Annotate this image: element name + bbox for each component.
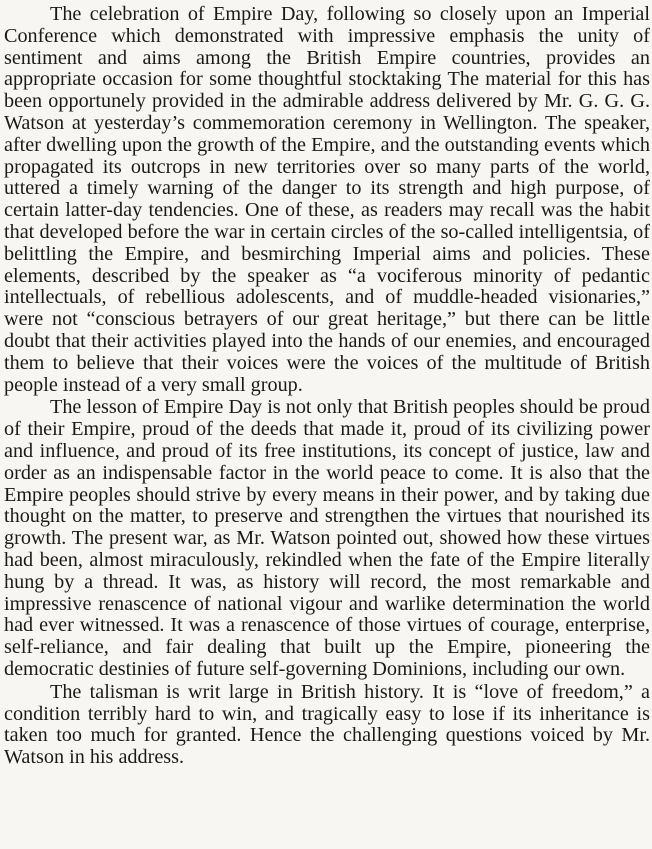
newspaper-column xyxy=(4,4,650,847)
paragraph-empire-day-intro: The celebration of Empire Day, following so closely upon an Imperial Conference which demonstrated with impressive emphasis the unity of sentiment and aims among the British Empire countries, provides an appropriate occasion for some thoughtful stocktaking The material for this has been opportunely provided in the admirable address delivered by Mr. G. G. G. Watson at yesterday’s commemoration ceremony in Wellington. The speaker, after dwelling upon the growth of the Empire, and the outstanding events which propagated its outcrops in new territories over so many parts of the world, uttered a timely warning of the danger to its strength and high purpose, of certain latter-day tendencies. One of these, as readers may recall was the habit that developed before the war in certain circles of the so-called intelligentsia, of belittling the Empire, and besmirching Imperial aims and policies. These elements, described by the speaker as “a vociferous minority of pedantic intellectuals, of rebellious adolescents, and of muddle-headed visionaries,” were not “conscious betrayers of our great heritage,” but there can be little doubt that their activities played into the hands of our enemies, and encouraged them to believe that their voices were the voices of the multitude of British people instead of a very small group. xyxy=(4,3,650,396)
paragraph-lesson-of-empire-day: The lesson of Empire Day is not only that British peoples should be proud of their Empire, proud of the deeds that made it, proud of its civilizing power and influence, and proud of its free institutions, its concept of justice, law and order as an indispensable factor in the world peace to come. It is also that the Empire peoples should strive by every means in their power, and by taking due thought on the matter, to preserve and strengthen the virtues that nourished its growth. The present war, as Mr. Watson pointed out, showed how these virtues had been, almost miraculously, rekindled when the fate of the Empire literally hung by a thread. It was, as history will record, the most remarkable and impressive renascence of national vigour and warlike determination the world had ever witnessed. It was a renascence of those virtues of courage, enterprise, self-reliance, and fair dealing that built up the Empire, pioneering the democratic destinies of future self-governing Dominions, including our own. xyxy=(4,396,650,680)
paragraph-talisman: The talisman is writ large in British history. It is “love of freedom,” a condition terribly hard to win, and tragically easy to lose if its inheritance is taken too much for granted. Hence the challenging questions voiced by Mr. Watson in his address. xyxy=(4,680,650,769)
